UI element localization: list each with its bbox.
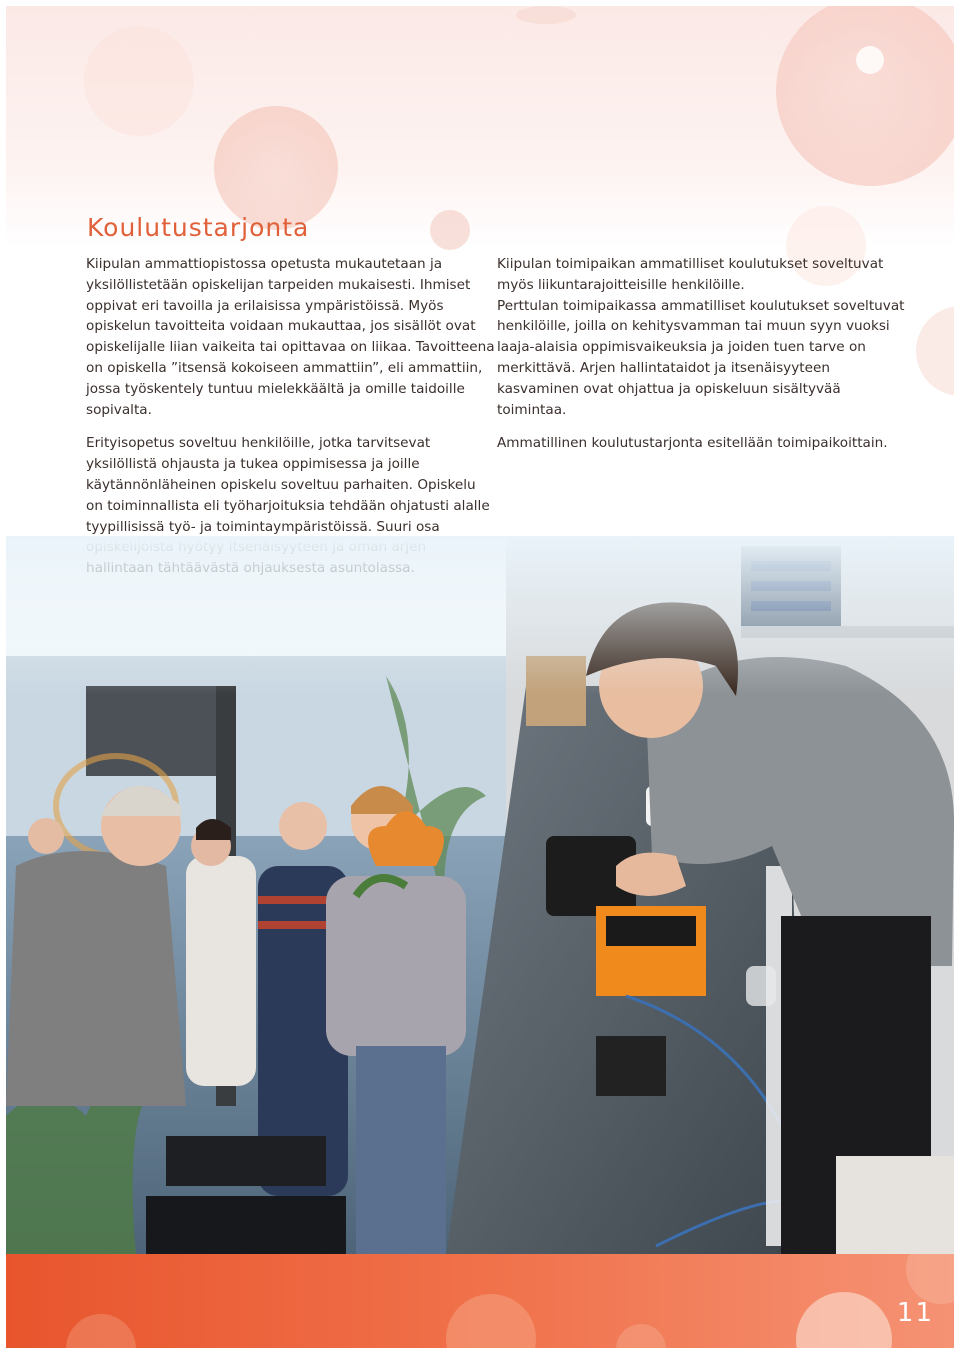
decor-bubble <box>916 306 954 396</box>
brochure-page <box>6 6 954 1348</box>
decor-bubble <box>66 1314 136 1348</box>
decor-bubble <box>214 106 338 230</box>
decor-bubble <box>430 210 470 250</box>
decor-bubble <box>446 1294 536 1348</box>
paragraph: Erityisopetus soveltuu henkilöille, jotka tarvitsevat yksilöllistä ohjausta ja tukea oppimisessa ja joille käytännönläheinen opiskelu soveltuu parhaiten. Opiskelu on toiminnallista eli työharjoituksia tehdään ohjatusti alalle tyypillisissä työ- ja toimintaympäristöissä. Suuri osa <box>86 435 490 535</box>
paragraph: Kiipulan toimipaikan ammatilliset koulutukset soveltuvat myös liikuntarajoitteisille henkilöille. <box>497 256 884 293</box>
decor-bubble <box>84 26 194 136</box>
page-number: 11 <box>896 1298 934 1328</box>
text-column-right <box>497 254 907 467</box>
paragraph: Ammatillinen koulutustarjonta esitellään toimipaikoittain. <box>497 435 888 452</box>
page-title: Koulutustarjonta <box>87 213 310 242</box>
decor-bubble <box>856 46 884 74</box>
decor-bubble <box>616 1324 666 1348</box>
decor-bubble <box>906 1254 954 1304</box>
paragraph: Perttulan toimipaikassa ammatilliset koulutukset soveltuvat henkilöille, joilla on kehitysvamman tai muun syyn vuoksi laaja-alaisia oppimisvaikeuksia ja joiden tuen tarve on merkittävä. Arjen hallintataidot ja itsenäisyyteen kasvaminen ovat ohjattua ja opiskeluun sisältyvää toimintaa. <box>497 297 905 418</box>
paragraph: Kiipulan ammattiopistossa opetusta mukautetaan ja yksilöllistetään opiskelijan tarpeiden mukaisesti. Ihmiset oppivat eri tavoilla ja erilaisissa ympäristöissä. Myös opiskelun tavoitteita voidaan mukauttaa, jos sisällöt ovat opiskelijalle liian vaikeita tai opittavaa on liikaa. Tavoitteena on opiskella ”itsensä kokoiseen ammattiin”, eli ammattiin, jossa työskentely tuntuu mielekkäältä ja omille taidoille sopivalta. <box>86 256 495 418</box>
decor-bubble <box>516 6 576 24</box>
decor-bubble <box>776 6 954 186</box>
footer-band <box>6 1254 954 1348</box>
decor-bubble <box>796 1292 892 1348</box>
photo-collage <box>6 536 954 1256</box>
